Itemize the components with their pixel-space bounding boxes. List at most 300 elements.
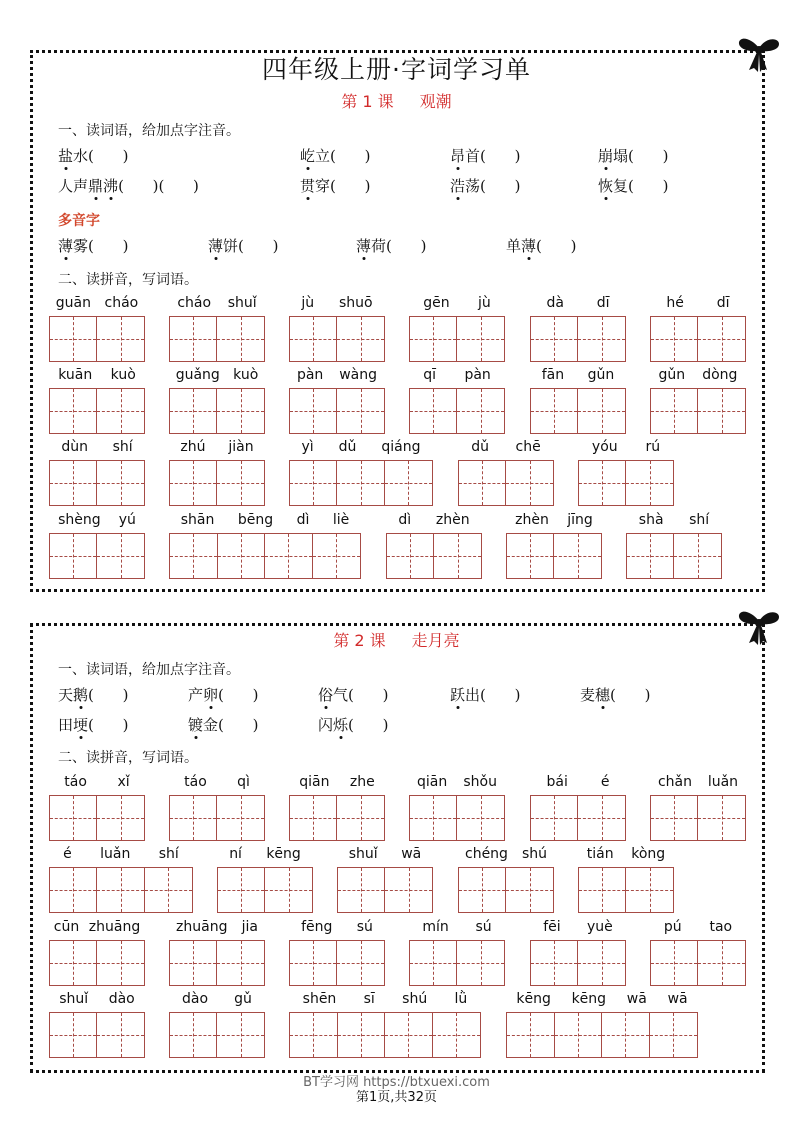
annotate-word: 浩荡( ) xyxy=(450,177,521,195)
writing-cell[interactable] xyxy=(626,461,673,505)
pinyin-label xyxy=(289,367,385,383)
pinyin-syllable: dòng xyxy=(702,367,738,383)
writing-cell[interactable] xyxy=(578,389,625,433)
pinyin-label xyxy=(578,439,674,455)
annotate-word: 天鹅( ) xyxy=(58,686,129,704)
pinyin-syllable: bái xyxy=(546,774,568,790)
writing-grid-group xyxy=(289,774,385,841)
writing-cell[interactable] xyxy=(50,941,97,985)
writing-cell[interactable] xyxy=(290,317,337,361)
pinyin-label xyxy=(49,774,145,790)
annotate-word: 恢复( ) xyxy=(598,177,669,195)
pinyin-syllable: chē xyxy=(515,439,541,455)
pinyin-label xyxy=(650,295,746,311)
pinyin-label xyxy=(409,919,505,935)
pinyin-syllable: yuè xyxy=(587,919,613,935)
pinyin-label xyxy=(169,919,265,935)
annotate-word: 盐水( ) xyxy=(58,147,129,165)
writing-cell[interactable] xyxy=(578,796,625,840)
writing-cell[interactable] xyxy=(338,1013,386,1057)
writing-grid-group xyxy=(169,774,265,841)
writing-cell[interactable] xyxy=(217,389,264,433)
pinyin-syllable: yóu xyxy=(591,439,618,455)
writing-cell[interactable] xyxy=(410,796,457,840)
writing-cell[interactable] xyxy=(410,941,457,985)
pinyin-syllable: sú xyxy=(475,919,492,935)
writing-cell[interactable] xyxy=(650,1013,697,1057)
writing-cell[interactable] xyxy=(170,461,217,505)
pinyin-syllable: wàng xyxy=(339,367,378,383)
pinyin-syllable: kuān xyxy=(58,367,93,383)
pinyin-syllable: wā xyxy=(626,991,647,1007)
writing-grid-group xyxy=(458,846,554,913)
writing-cell[interactable] xyxy=(290,941,337,985)
writing-grid-group xyxy=(578,846,674,913)
pinyin-syllable: wā xyxy=(667,991,688,1007)
lesson-2-part2-heading: 二、读拼音，写词语。 xyxy=(58,750,198,766)
writing-cell[interactable] xyxy=(698,941,745,985)
pinyin-syllable: qī xyxy=(423,367,436,383)
pinyin-label xyxy=(458,439,554,455)
pinyin-syllable: cháo xyxy=(177,295,212,311)
writing-cell[interactable] xyxy=(385,461,432,505)
pinyin-syllable: shēn xyxy=(302,991,337,1007)
pinyin-syllable: yú xyxy=(118,512,136,528)
writing-grid-group xyxy=(530,295,626,362)
writing-grid-group xyxy=(49,774,145,841)
pinyin-label xyxy=(530,919,626,935)
writing-grid-group xyxy=(49,919,145,986)
pinyin-syllable: wā xyxy=(401,846,422,862)
writing-grid-group xyxy=(506,991,698,1058)
pinyin-syllable: dī xyxy=(716,295,730,311)
pinyin-syllable: dì xyxy=(398,512,412,528)
writing-grid-group xyxy=(409,295,505,362)
lesson-2-part1-heading: 一、读词语，给加点字注音。 xyxy=(58,662,240,678)
pinyin-syllable: hé xyxy=(666,295,684,311)
writing-cell[interactable] xyxy=(410,317,457,361)
pinyin-syllable: táo xyxy=(184,774,207,790)
polyphone-word: 薄雾( ) xyxy=(58,237,129,255)
pinyin-syllable: dǔ xyxy=(338,439,357,455)
pinyin-syllable: shān xyxy=(180,512,215,528)
pinyin-syllable: luǎn xyxy=(707,774,739,790)
pinyin-label xyxy=(409,295,505,311)
writing-cell[interactable] xyxy=(507,1013,555,1057)
pinyin-syllable: zhuāng xyxy=(176,919,228,935)
writing-cell[interactable] xyxy=(265,868,312,912)
writing-cell[interactable] xyxy=(145,868,192,912)
writing-cell[interactable] xyxy=(602,1013,650,1057)
pinyin-syllable: qì xyxy=(237,774,250,790)
pinyin-syllable: bēng xyxy=(237,512,274,528)
writing-grid-group xyxy=(289,991,481,1058)
pinyin-syllable: lǜ xyxy=(454,991,468,1007)
writing-cell[interactable] xyxy=(506,461,553,505)
pinyin-syllable: shí xyxy=(689,512,710,528)
pinyin-label xyxy=(650,919,746,935)
pinyin-syllable: dào xyxy=(108,991,135,1007)
pinyin-syllable: cūn xyxy=(53,919,80,935)
pinyin-label xyxy=(49,919,145,935)
writing-cell[interactable] xyxy=(387,534,434,578)
lesson-1-name: 观潮 xyxy=(419,92,452,111)
writing-grid-group xyxy=(530,774,626,841)
pinyin-syllable: é xyxy=(63,846,72,862)
pinyin-syllable: qiáng xyxy=(381,439,421,455)
pinyin-syllable: dà xyxy=(546,295,564,311)
annotate-word: 俗气( ) xyxy=(318,686,389,704)
writing-cell[interactable] xyxy=(459,868,506,912)
pinyin-label xyxy=(169,991,265,1007)
writing-grid-group xyxy=(169,439,265,506)
writing-grid-group xyxy=(650,774,746,841)
annotate-word: 产卵( ) xyxy=(188,686,259,704)
writing-cell[interactable] xyxy=(457,389,504,433)
pinyin-syllable: shèng xyxy=(58,512,101,528)
pinyin-syllable: shǒu xyxy=(463,774,497,790)
pinyin-label xyxy=(289,774,385,790)
writing-cell[interactable] xyxy=(410,389,457,433)
pinyin-syllable: xǐ xyxy=(117,774,130,790)
pinyin-syllable: kuò xyxy=(110,367,136,383)
writing-grid-group xyxy=(289,439,433,506)
pinyin-syllable: zhe xyxy=(349,774,375,790)
lesson-1-part2-heading: 二、读拼音，写词语。 xyxy=(58,272,198,288)
writing-grid-group xyxy=(49,846,193,913)
annotate-word: 跃出( ) xyxy=(450,686,521,704)
writing-cell[interactable] xyxy=(337,389,384,433)
annotate-word: 镀金( ) xyxy=(188,716,259,734)
writing-grid-group xyxy=(49,295,145,362)
pinyin-syllable: zhèn xyxy=(515,512,549,528)
pinyin-syllable: kuò xyxy=(233,367,259,383)
pinyin-syllable: kēng xyxy=(571,991,607,1007)
writing-cell[interactable] xyxy=(217,1013,264,1057)
pinyin-label xyxy=(650,774,746,790)
pinyin-syllable: luǎn xyxy=(100,846,131,862)
writing-cell[interactable] xyxy=(50,389,97,433)
pinyin-label xyxy=(49,846,193,862)
pinyin-syllable: fān xyxy=(541,367,565,383)
pinyin-label xyxy=(169,367,265,383)
writing-grid-group xyxy=(506,512,602,579)
pinyin-syllable: rú xyxy=(645,439,661,455)
writing-grid-group xyxy=(650,367,746,434)
pinyin-syllable: qiān xyxy=(417,774,448,790)
writing-cell[interactable] xyxy=(337,461,384,505)
pinyin-syllable: ní xyxy=(229,846,242,862)
writing-grid-group xyxy=(289,295,385,362)
lesson-2-number: 第 2 课 xyxy=(333,631,386,650)
writing-cell[interactable] xyxy=(433,1013,480,1057)
annotate-word: 昂首( ) xyxy=(450,147,521,165)
writing-cell[interactable] xyxy=(337,317,384,361)
pinyin-label xyxy=(530,774,626,790)
pinyin-syllable: zhèn xyxy=(435,512,470,528)
lesson-2-name: 走月亮 xyxy=(411,631,460,650)
pinyin-label xyxy=(626,512,722,528)
pinyin-syllable: cháo xyxy=(104,295,139,311)
pinyin-label xyxy=(409,774,505,790)
writing-grid-group xyxy=(650,919,746,986)
writing-grid-group xyxy=(169,295,265,362)
writing-cell[interactable] xyxy=(337,796,384,840)
writing-cell[interactable] xyxy=(50,317,97,361)
pinyin-syllable: chéng xyxy=(465,846,508,862)
writing-cell[interactable] xyxy=(50,796,97,840)
pinyin-syllable: jù xyxy=(301,295,315,311)
pinyin-syllable: é xyxy=(600,774,610,790)
writing-grid-group xyxy=(530,367,626,434)
writing-grid-group xyxy=(217,846,313,913)
writing-cell[interactable] xyxy=(217,941,264,985)
writing-grid-group xyxy=(169,991,265,1058)
writing-cell[interactable] xyxy=(459,461,506,505)
polyphone-word: 单薄( ) xyxy=(506,237,577,255)
writing-cell[interactable] xyxy=(626,868,673,912)
writing-cell[interactable] xyxy=(698,389,745,433)
pinyin-label xyxy=(169,512,361,528)
polyphone-label: 多音字 xyxy=(58,213,100,229)
writing-cell[interactable] xyxy=(457,941,504,985)
writing-grid-group xyxy=(626,512,722,579)
writing-cell[interactable] xyxy=(217,796,264,840)
writing-cell[interactable] xyxy=(170,317,217,361)
pinyin-syllable: gǔn xyxy=(658,367,686,383)
writing-cell[interactable] xyxy=(217,461,264,505)
writing-cell[interactable] xyxy=(578,317,625,361)
writing-grid-group xyxy=(530,919,626,986)
pinyin-syllable: tián xyxy=(586,846,614,862)
pinyin-syllable: kēng xyxy=(516,991,551,1007)
writing-cell[interactable] xyxy=(434,534,481,578)
writing-cell[interactable] xyxy=(338,868,385,912)
footer-watermark: BT学习网 https://btxuexi.com xyxy=(303,1075,490,1090)
lesson-1-heading xyxy=(0,89,793,112)
writing-cell[interactable] xyxy=(651,317,698,361)
pinyin-label xyxy=(506,512,602,528)
writing-cell[interactable] xyxy=(531,796,578,840)
pinyin-syllable: gǔ xyxy=(234,991,252,1007)
writing-cell[interactable] xyxy=(218,868,265,912)
pinyin-syllable: shuǐ xyxy=(59,991,89,1007)
pinyin-label xyxy=(530,295,626,311)
pinyin-syllable: shí xyxy=(112,439,133,455)
writing-grid-group xyxy=(458,439,554,506)
writing-cell[interactable] xyxy=(579,461,626,505)
pinyin-syllable: kòng xyxy=(631,846,666,862)
pinyin-syllable: dùn xyxy=(61,439,88,455)
writing-cell[interactable] xyxy=(170,941,217,985)
writing-cell[interactable] xyxy=(97,461,144,505)
pinyin-label xyxy=(530,367,626,383)
writing-cell[interactable] xyxy=(579,868,626,912)
pinyin-syllable: jia xyxy=(241,919,258,935)
pinyin-label xyxy=(506,991,698,1007)
pinyin-label xyxy=(49,439,145,455)
writing-cell[interactable] xyxy=(651,796,698,840)
pinyin-syllable: guǎng xyxy=(175,367,220,383)
writing-cell[interactable] xyxy=(313,534,360,578)
writing-cell[interactable] xyxy=(506,868,553,912)
pinyin-label xyxy=(289,295,385,311)
writing-cell[interactable] xyxy=(50,534,97,578)
writing-cell[interactable] xyxy=(290,1013,338,1057)
page-title: 四年级上册·字词学习单 xyxy=(262,55,531,84)
writing-cell[interactable] xyxy=(698,317,745,361)
pinyin-label xyxy=(289,439,433,455)
pinyin-syllable: tao xyxy=(709,919,733,935)
pinyin-label xyxy=(289,919,385,935)
pinyin-label xyxy=(217,846,313,862)
pinyin-label xyxy=(169,774,265,790)
writing-cell[interactable] xyxy=(290,389,337,433)
writing-grid-group xyxy=(409,367,505,434)
writing-cell[interactable] xyxy=(170,1013,217,1057)
pinyin-label xyxy=(409,367,505,383)
writing-cell[interactable] xyxy=(97,868,144,912)
writing-grid-group xyxy=(409,919,505,986)
lesson-1-number: 第 1 课 xyxy=(341,92,394,111)
pinyin-syllable: liè xyxy=(332,512,350,528)
writing-cell[interactable] xyxy=(97,1013,144,1057)
writing-cell[interactable] xyxy=(531,941,578,985)
pinyin-syllable: zhú xyxy=(180,439,206,455)
pinyin-syllable: gēn xyxy=(423,295,450,311)
pinyin-syllable: pàn xyxy=(296,367,324,383)
writing-cell[interactable] xyxy=(651,389,698,433)
writing-grid-group xyxy=(169,367,265,434)
pinyin-syllable: shà xyxy=(638,512,664,528)
annotate-word: 田埂( ) xyxy=(58,716,129,734)
writing-cell[interactable] xyxy=(50,868,97,912)
writing-grid-group xyxy=(578,439,674,506)
pinyin-label xyxy=(49,512,145,528)
writing-cell[interactable] xyxy=(97,534,144,578)
pinyin-syllable: shuǐ xyxy=(348,846,378,862)
pinyin-syllable: kēng xyxy=(266,846,301,862)
pinyin-syllable: fēi xyxy=(543,919,561,935)
pinyin-syllable: dǔ xyxy=(471,439,490,455)
writing-grid-group xyxy=(169,512,361,579)
pinyin-syllable: guān xyxy=(55,295,91,311)
writing-cell[interactable] xyxy=(385,868,432,912)
pinyin-label xyxy=(289,991,481,1007)
pinyin-syllable: jù xyxy=(478,295,491,311)
writing-cell[interactable] xyxy=(290,461,337,505)
pinyin-syllable: pú xyxy=(663,919,682,935)
writing-cell[interactable] xyxy=(217,317,264,361)
writing-grid-group xyxy=(49,512,145,579)
writing-cell[interactable] xyxy=(265,534,313,578)
pinyin-syllable: gǔn xyxy=(587,367,615,383)
writing-cell[interactable] xyxy=(50,1013,97,1057)
pinyin-label xyxy=(578,846,674,862)
writing-cell[interactable] xyxy=(627,534,674,578)
writing-cell[interactable] xyxy=(674,534,721,578)
pinyin-syllable: fēng xyxy=(301,919,333,935)
pinyin-label xyxy=(337,846,433,862)
pinyin-syllable: mín xyxy=(422,919,449,935)
writing-cell[interactable] xyxy=(170,389,217,433)
writing-grid-group xyxy=(169,919,265,986)
pinyin-label xyxy=(386,512,482,528)
pinyin-syllable: shuō xyxy=(338,295,373,311)
pinyin-syllable: shí xyxy=(158,846,179,862)
writing-cell[interactable] xyxy=(97,796,144,840)
writing-grid-group xyxy=(49,439,145,506)
pinyin-syllable: pàn xyxy=(464,367,491,383)
page-number: 第1页,共32页 xyxy=(356,1090,437,1105)
writing-cell[interactable] xyxy=(97,941,144,985)
writing-cell[interactable] xyxy=(531,317,578,361)
writing-cell[interactable] xyxy=(507,534,554,578)
annotate-word: 麦穗( ) xyxy=(580,686,651,704)
writing-cell[interactable] xyxy=(531,389,578,433)
writing-cell[interactable] xyxy=(337,941,384,985)
writing-cell[interactable] xyxy=(290,796,337,840)
writing-cell[interactable] xyxy=(578,941,625,985)
writing-cell[interactable] xyxy=(555,1013,603,1057)
writing-grid-group xyxy=(49,367,145,434)
writing-cell[interactable] xyxy=(698,796,745,840)
writing-cell[interactable] xyxy=(170,796,217,840)
pinyin-syllable: chǎn xyxy=(657,774,692,790)
pinyin-label xyxy=(49,367,145,383)
writing-cell[interactable] xyxy=(97,389,144,433)
pinyin-label xyxy=(650,367,746,383)
pinyin-syllable: shuǐ xyxy=(227,295,257,311)
writing-grid-group xyxy=(337,846,433,913)
writing-cell[interactable] xyxy=(385,1013,433,1057)
pinyin-syllable: jiàn xyxy=(228,439,254,455)
annotate-word: 贯穿( ) xyxy=(300,177,371,195)
pinyin-syllable: dào xyxy=(182,991,209,1007)
writing-cell[interactable] xyxy=(50,461,97,505)
pinyin-label xyxy=(49,295,145,311)
pinyin-syllable: dī xyxy=(596,295,610,311)
annotate-word: 闪烁( ) xyxy=(318,716,389,734)
pinyin-syllable: shú xyxy=(402,991,428,1007)
writing-cell[interactable] xyxy=(651,941,698,985)
writing-cell[interactable] xyxy=(170,534,218,578)
lesson-2-heading xyxy=(0,628,793,651)
pinyin-syllable: sī xyxy=(363,991,375,1007)
annotate-word: 屹立( ) xyxy=(300,147,371,165)
pinyin-label xyxy=(49,991,145,1007)
polyphone-word: 薄饼( ) xyxy=(208,237,279,255)
writing-grid-group xyxy=(409,774,505,841)
pinyin-label xyxy=(169,439,265,455)
writing-cell[interactable] xyxy=(554,534,601,578)
writing-cell[interactable] xyxy=(457,317,504,361)
pinyin-syllable: sú xyxy=(356,919,373,935)
pinyin-label xyxy=(169,295,265,311)
writing-grid-group xyxy=(386,512,482,579)
writing-cell[interactable] xyxy=(457,796,504,840)
pinyin-syllable: shú xyxy=(521,846,547,862)
annotate-word: 崩塌( ) xyxy=(598,147,669,165)
annotate-word: 人声鼎沸( )( ) xyxy=(58,177,199,195)
writing-cell[interactable] xyxy=(97,317,144,361)
pinyin-label xyxy=(458,846,554,862)
writing-grid-group xyxy=(289,919,385,986)
pinyin-syllable: dì xyxy=(296,512,310,528)
writing-cell[interactable] xyxy=(218,534,266,578)
writing-grid-group xyxy=(49,991,145,1058)
pinyin-syllable: yì xyxy=(301,439,314,455)
